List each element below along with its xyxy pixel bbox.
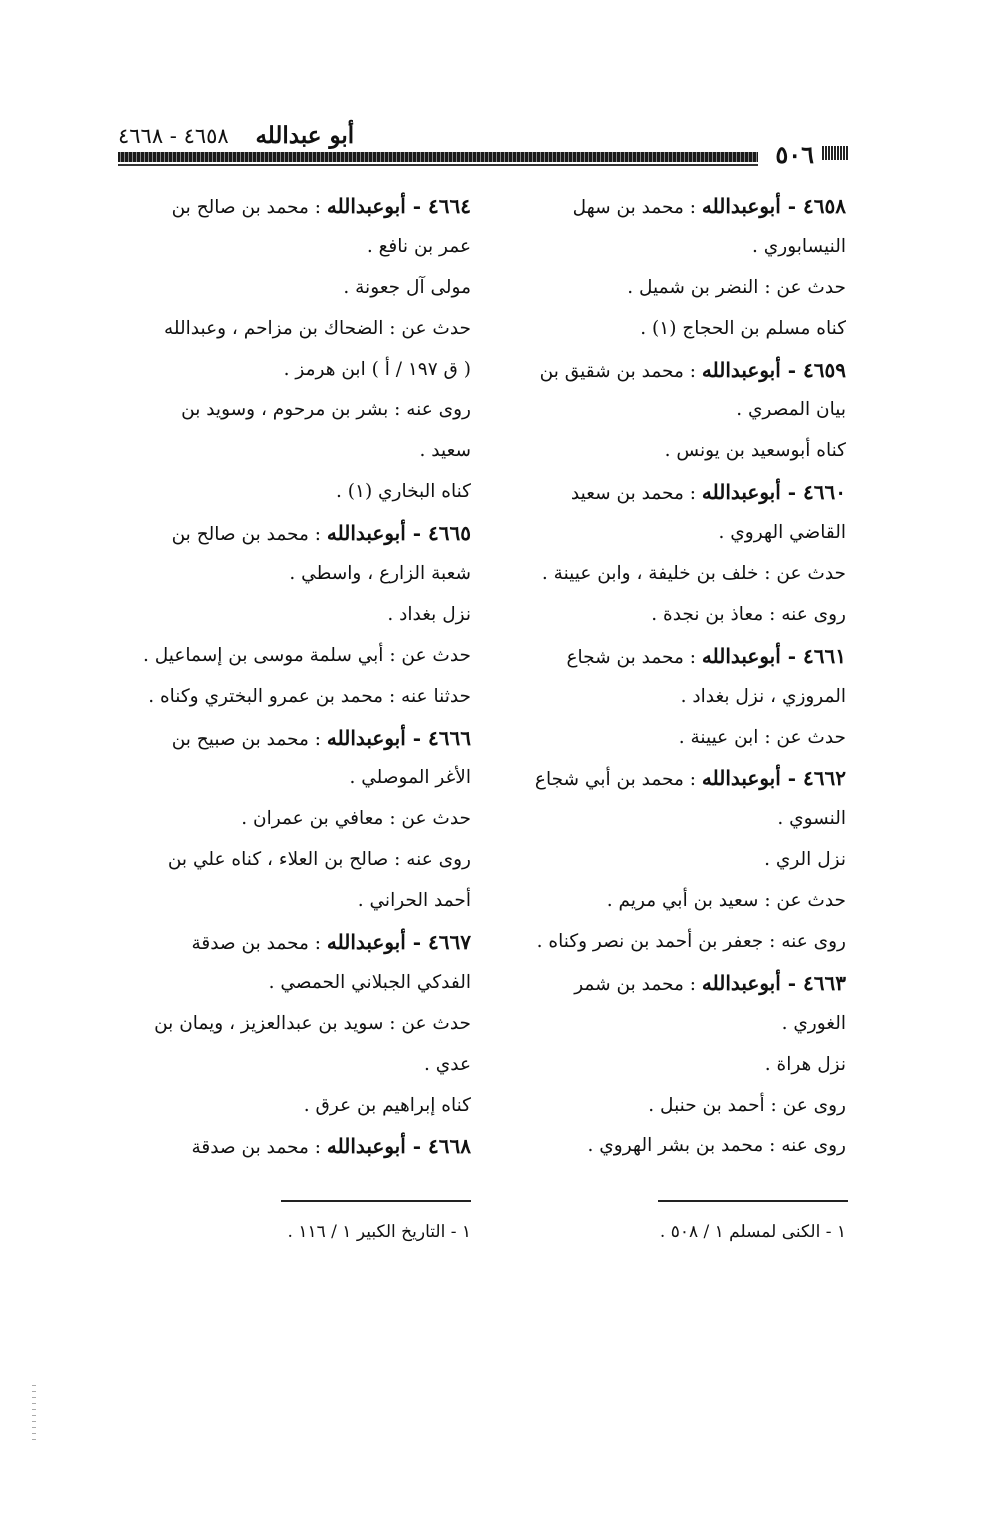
text-line <box>126 1045 471 1086</box>
entry-number: ٤٦٥٨ - <box>780 194 846 218</box>
line-text: نزل بغداد . <box>387 603 471 625</box>
line-text: حدث عن : أبي سلمة موسى بن إسماعيل . <box>142 644 471 666</box>
entry-kunya: أبوعبدالله <box>701 643 781 668</box>
line-text: نزل الري . <box>764 849 846 871</box>
entry-kunya: أبوعبدالله <box>326 521 406 546</box>
entry-number: ٤٦٦٠ - <box>780 480 846 505</box>
text-line <box>501 881 846 922</box>
line-text: بيان المصري . <box>736 399 846 421</box>
entry-number: ٤٦٦٥ - <box>405 521 471 546</box>
entry-heading-line <box>501 350 846 391</box>
running-title-spacer <box>235 124 248 148</box>
line-text: روى عنه : صالح بن العلاء ، كناه علي بن <box>167 849 471 871</box>
footnote-rule-left <box>281 1200 471 1202</box>
entry-heading-line <box>126 186 471 227</box>
line-text: عمر بن نافع . <box>366 235 471 257</box>
line-text: النسوي . <box>777 808 846 830</box>
header-rule <box>118 152 758 162</box>
entry-number: ٤٦٦٤ - <box>405 194 471 218</box>
text-line <box>126 881 471 922</box>
entry-heading-line <box>501 472 846 513</box>
line-text: مولى آل جعونة . <box>343 276 471 298</box>
text-line <box>126 1004 471 1045</box>
line-text: : محمد بن صدقة <box>191 1137 327 1159</box>
entry-number: ٤٦٥٩ - <box>780 357 846 382</box>
entry-kunya: أبوعبدالله <box>326 930 406 955</box>
line-text: النيسابوري . <box>752 235 846 257</box>
line-text: أحمد الحراني . <box>357 890 471 912</box>
page-header <box>118 122 848 170</box>
text-line <box>126 431 471 472</box>
line-text: الفدكي الجبلاني الحمصي . <box>268 971 471 993</box>
text-line <box>126 799 471 840</box>
line-text: حدث عن : سويد بن عبدالعزيز ، ويمان بن <box>154 1012 471 1034</box>
text-line <box>126 227 471 268</box>
text-line <box>501 554 846 595</box>
entry-kunya: أبوعبدالله <box>701 194 781 218</box>
text-line <box>501 309 846 350</box>
line-text: روى عنه : جعفر بن أحمد بن نصر وكناه . <box>536 931 846 953</box>
entry-number: ٤٦٦٦ - <box>405 725 471 750</box>
entry-heading-line <box>501 963 846 1004</box>
line-text: حدث عن : خلف بن خليفة ، وابن عيينة . <box>541 563 846 585</box>
line-text: : محمد بن شقيق بن <box>539 360 702 382</box>
text-line <box>126 758 471 799</box>
entry-heading-line <box>126 922 471 963</box>
entry-number: ٤٦٦٧ - <box>405 930 471 955</box>
text-line <box>126 595 471 636</box>
line-text: : محمد بن سعيد <box>570 483 702 505</box>
text-line <box>126 390 471 431</box>
line-text: روى عنه : بشر بن مرحوم ، وسويد بن <box>181 399 471 421</box>
running-title-name: أبو عبدالله <box>255 122 355 149</box>
text-line <box>126 1086 471 1127</box>
entry-heading-line <box>501 636 846 677</box>
text-line <box>501 268 846 309</box>
line-text: كناه أبوسعيد بن يونس . <box>664 440 846 462</box>
text-line <box>501 922 846 963</box>
running-title-range: ٤٦٥٨ - ٤٦٦٨ <box>118 124 229 148</box>
text-line <box>501 513 846 554</box>
entry-kunya: أبوعبدالله <box>326 725 406 750</box>
footnote-right: ١ - الكنى لمسلم ١ / ٥٠٨ . <box>659 1222 846 1242</box>
entry-kunya: أبوعبدالله <box>701 970 781 995</box>
line-text: روى عنه : معاذ بن نجدة . <box>651 603 846 625</box>
line-text: حدث عن : سعيد بن أبي مريم . <box>606 890 846 912</box>
line-text: كناه مسلم بن الحجاج (١) . <box>640 317 846 339</box>
line-text: روى عنه : محمد بن بشر الهروي . <box>587 1135 846 1157</box>
entry-kunya: أبوعبدالله <box>326 194 406 218</box>
footnote-left: ١ - التاريخ الكبير ١ / ١١٦ . <box>287 1222 471 1242</box>
line-text: روى عن : أحمد بن حنبل . <box>648 1094 846 1116</box>
line-text: شعبة الزارع ، واسطي . <box>289 563 471 585</box>
entry-heading-line <box>126 718 471 759</box>
line-text: : محمد بن صدقة <box>191 933 327 955</box>
line-text: نزل هراة . <box>764 1053 846 1075</box>
line-text: : محمد بن سهل <box>572 197 702 218</box>
text-line <box>501 718 846 759</box>
text-line <box>126 268 471 309</box>
entry-number: ٤٦٦٣ - <box>780 970 846 995</box>
line-text: : محمد بن أبي شجاع <box>534 769 702 791</box>
entry-kunya: أبوعبدالله <box>326 1134 406 1159</box>
text-line <box>501 1045 846 1086</box>
entry-kunya: أبوعبدالله <box>701 480 781 505</box>
line-text: القاضي الهروي . <box>718 522 846 544</box>
right-column <box>501 186 846 1167</box>
line-text: : محمد بن صالح بن <box>171 197 327 218</box>
line-text: : محمد بن صالح بن <box>171 524 327 546</box>
running-title <box>118 122 354 150</box>
line-text: ( ق ١٩٧ / أ ) ابن هرمز . <box>283 358 471 380</box>
line-text: حدث عن : معافي بن عمران . <box>241 808 471 830</box>
line-text: عدي . <box>424 1053 471 1075</box>
line-text: : محمد بن شمر <box>574 973 702 995</box>
text-line <box>126 309 471 350</box>
scan-margin-dots <box>32 1385 36 1445</box>
text-line <box>501 227 846 268</box>
line-text: حدث عن : الضحاك بن مزاحم ، وعبدالله <box>163 317 471 339</box>
entry-heading-line <box>126 513 471 554</box>
text-line <box>501 595 846 636</box>
line-text: المروزي ، نزل بغداد . <box>680 685 846 707</box>
text-line <box>501 431 846 472</box>
left-column <box>126 186 471 1167</box>
line-text: الغوري . <box>781 1012 846 1034</box>
entry-kunya: أبوعبدالله <box>701 766 781 791</box>
entry-heading-line <box>501 186 846 227</box>
text-line <box>501 1086 846 1127</box>
text-line <box>126 472 471 513</box>
line-text: حدث عن : ابن عيينة . <box>678 726 846 748</box>
line-text: الأغر الموصلي . <box>349 767 471 789</box>
text-line <box>126 350 471 391</box>
text-line <box>501 677 846 718</box>
line-text: كناه البخاري (١) . <box>336 481 471 503</box>
text-line <box>501 1126 846 1167</box>
line-text: حدثنا عنه : محمد بن عمرو البختري وكناه . <box>148 685 471 707</box>
text-line <box>126 554 471 595</box>
text-line <box>501 799 846 840</box>
line-text: : محمد بن شجاع <box>566 646 702 668</box>
entry-heading-line <box>501 758 846 799</box>
header-ornament <box>822 146 848 160</box>
text-line <box>126 840 471 881</box>
text-line <box>126 963 471 1004</box>
entry-number: ٤٦٦٨ - <box>405 1134 471 1159</box>
line-text: سعيد . <box>419 440 471 462</box>
line-text: كناه إبراهيم بن عرق . <box>303 1094 471 1116</box>
entry-number: ٤٦٦١ - <box>780 643 846 668</box>
text-line <box>501 840 846 881</box>
line-text: حدث عن : النضر بن شميل . <box>627 276 846 298</box>
entry-heading-line <box>126 1126 471 1167</box>
page-number: ٥٠٦ <box>769 142 820 168</box>
text-line <box>501 1004 846 1045</box>
header-rule-thin <box>118 164 758 166</box>
text-line <box>126 677 471 718</box>
line-text: : محمد بن صبيح بن <box>171 728 327 750</box>
text-line <box>501 390 846 431</box>
text-line <box>126 636 471 677</box>
entry-number: ٤٦٦٢ - <box>780 766 846 791</box>
footnote-rule-right <box>658 1200 848 1202</box>
entry-kunya: أبوعبدالله <box>701 357 781 382</box>
